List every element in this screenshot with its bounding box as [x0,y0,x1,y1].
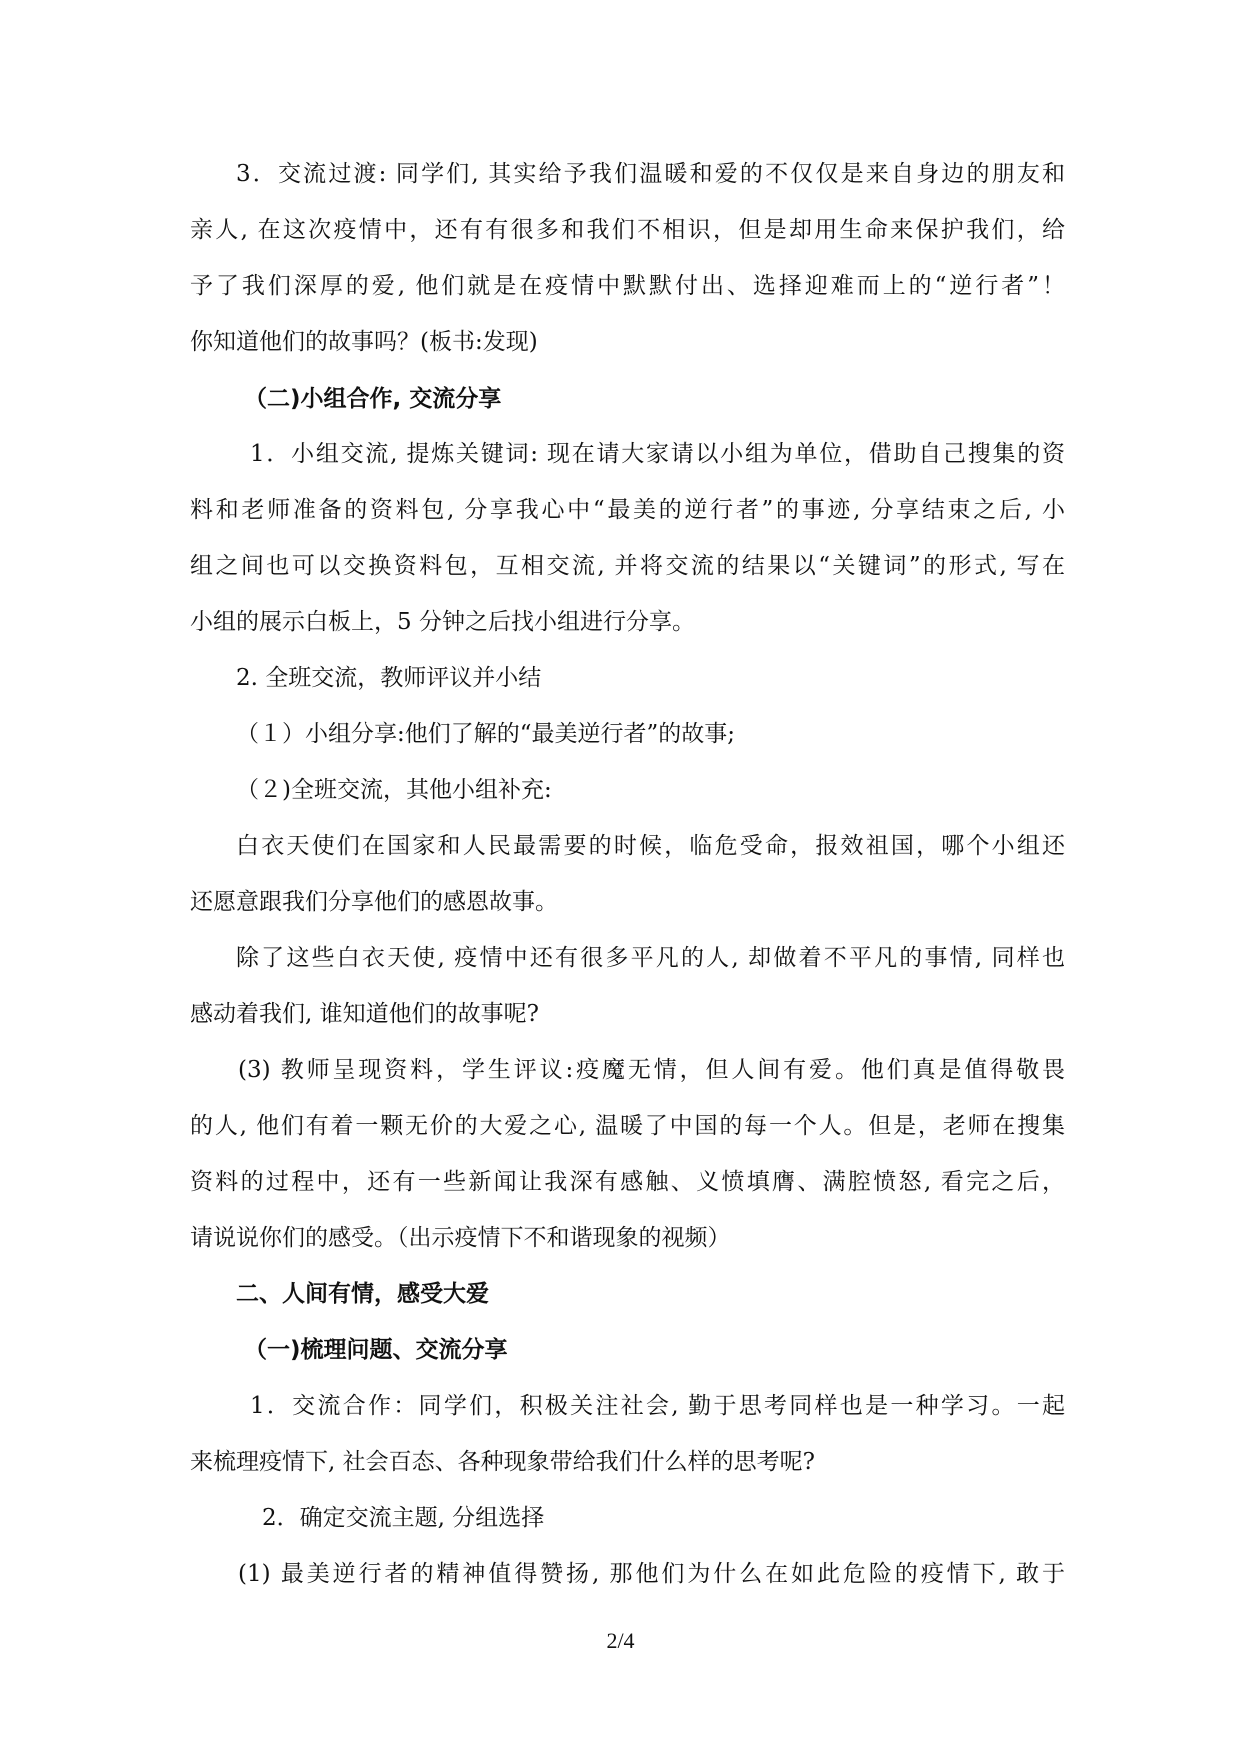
paragraph-line: 2. 全班交流，教师评议并小结 [236,665,542,691]
page-number: 2/4 [606,1628,635,1653]
section-heading: 二、人间有情，感受大爱 [236,1281,489,1307]
section-heading: （一)梳理问题、交流分享 [244,1337,508,1363]
paragraph-line: 除了这些白衣天使, 疫情中还有很多平凡的人, 却做着不平凡的事情, 同样也 [236,945,1065,971]
paragraph-line: 白衣天使们在国家和人民最需要的时候，临危受命，报效祖国，哪个小组还 [236,833,1065,859]
paragraph-line: 来梳理疫情下, 社会百态、各种现象带给我们什么样的思考呢? [190,1449,815,1475]
paragraph-line: 小组的展示白板上，5 分钟之后找小组进行分享。 [190,609,695,635]
paragraph-line: 亲人, 在这次疫情中，还有有很多和我们不相识，但是却用生命来保护我们，给 [190,217,1065,243]
paragraph-line: 3．交流过渡: 同学们, 其实给予我们温暖和爱的不仅仅是来自身边的朋友和 [236,161,1065,187]
paragraph-line: 组之间也可以交换资料包，互相交流, 并将交流的结果以“关键词”的形式, 写在 [190,553,1065,579]
paragraph-line: 1．交流合作：同学们，积极关注社会, 勤于思考同样也是一种学习。一起 [250,1393,1065,1419]
paragraph-line: 感动着我们, 谁知道他们的故事呢? [190,1001,539,1027]
paragraph-line: （１）小组分享:他们了解的“最美逆行者”的故事; [236,721,736,747]
paragraph-line: 资料的过程中，还有一些新闻让我深有感触、义愤填膺、满腔愤怒, 看完之后， [190,1169,1065,1195]
paragraph-line: 料和老师准备的资料包, 分享我心中“最美的逆行者”的事迹, 分享结束之后, 小 [190,497,1065,523]
section-heading: （二)小组合作, 交流分享 [244,386,502,412]
paragraph-line: 你知道他们的故事吗？(板书:发现) [190,329,538,355]
paragraph-line: 请说说你们的感受。（出示疫情下不和谐现象的视频） [190,1225,731,1251]
paragraph-line: 2．确定交流主题, 分组选择 [262,1505,545,1531]
paragraph-line: 还愿意跟我们分享他们的感恩故事。 [190,889,558,915]
paragraph-line: 予了我们深厚的爱, 他们就是在疫情中默默付出、选择迎难而上的“逆行者”！ [190,273,1065,299]
paragraph-line: (3) 教师呈现资料，学生评议:疫魔无情，但人间有爱。他们真是值得敬畏 [238,1057,1065,1083]
paragraph-line: 1．小组交流, 提炼关键词: 现在请大家请以小组为单位，借助自己搜集的资 [250,441,1065,467]
paragraph-line: （２)全班交流，其他小组补充: [236,777,552,803]
paragraph-line: 的人, 他们有着一颗无价的大爱之心, 温暖了中国的每一个人。但是，老师在搜集 [190,1113,1065,1139]
paragraph-line: (1) 最美逆行者的精神值得赞扬, 那他们为什么在如此危险的疫情下, 敢于 [238,1561,1065,1587]
